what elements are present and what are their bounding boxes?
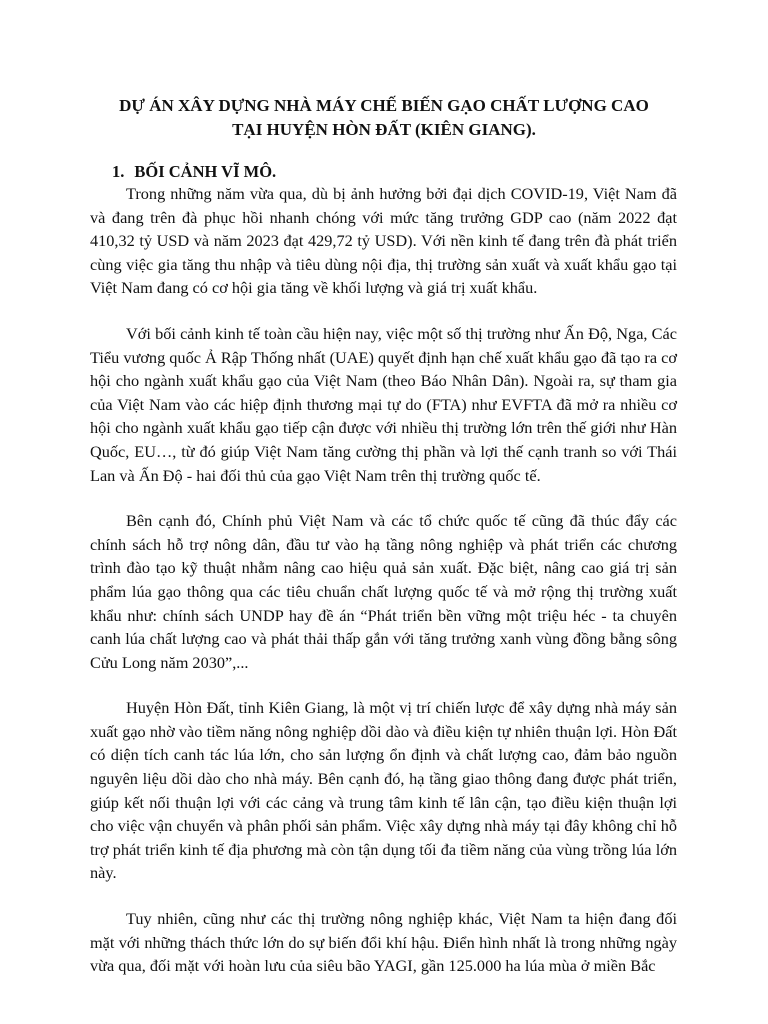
document-title-line-2: TẠI HUYỆN HÒN ĐẤT (KIÊN GIANG). xyxy=(232,120,536,139)
paragraph-5: Tuy nhiên, cũng như các thị trường nông nghiệp khác, Việt Nam ta hiện đang đối mặt với những thách thức lớn do sự biến đổi khí hậu. Điển hình nhất là trong những ngày vừa qua, đối mặt với hoàn lưu của siêu bão YAGI, gần 125.000 ha lúa mùa ở miền Bắc xyxy=(90,909,677,976)
section-number: 1. xyxy=(112,162,125,181)
paragraph-2: Với bối cảnh kinh tế toàn cầu hiện nay, việc một số thị trường như Ấn Độ, Nga, Các Tiểu vương quốc Ả Rập Thống nhất (UAE) quyết định hạn chế xuất khẩu gạo đã tạo ra cơ hội cho ngành xuất khẩu gạo của Việt Nam (theo Báo Nhân Dân). Ngoài ra, sự tham gia của Việt Nam vào các hiệp định thương mại tự do (FTA) như EVFTA đã mở ra nhiều cơ hội cho ngành xuất khẩu gạo tiếp cận được với nhiều thị trường lớn trên thế giới như Hàn Quốc, EU…, từ đó giúp Việt Nam tăng cường thị phần và lợi thế cạnh tranh so với Thái Lan và Ấn Độ - hai đối thủ của gạo Việt Nam trên thị trường quốc tế. xyxy=(90,323,677,485)
document-body xyxy=(90,182,677,1000)
document-title-line-1: DỰ ÁN XÂY DỰNG NHÀ MÁY CHẾ BIẾN GẠO CHẤT LƯỢNG CAO xyxy=(119,96,649,115)
document-title xyxy=(60,94,708,142)
paragraph-3: Bên cạnh đó, Chính phủ Việt Nam và các tổ chức quốc tế cũng đã thúc đẩy các chính sách hỗ trợ nông dân, đầu tư vào hạ tầng nông nghiệp và phát triển các chương trình đào tạo kỹ thuật nhằm nâng cao hiệu quả sản xuất. Đặc biệt, nâng cao giá trị sản phẩm lúa gạo thông qua các tiêu chuẩn chất lượng quốc tế và mở rộng thị trường xuất khẩu như: chính sách UNDP hay đề án “Phát triển bền vững một triệu héc - ta chuyên canh lúa chất lượng cao và phát thải thấp gắn với tăng trưởng xanh vùng đồng bằng sông Cửu Long năm 2030”,... xyxy=(90,511,677,672)
section-heading-text: BỐI CẢNH VĨ MÔ. xyxy=(134,162,277,181)
section-heading xyxy=(112,160,276,184)
paragraph-1: Trong những năm vừa qua, dù bị ảnh hưởng bởi đại dịch COVID-19, Việt Nam đã và đang trên đà phục hồi nhanh chóng với mức tăng trưởng GDP cao (năm 2022 đạt 410,32 tỷ USD và năm 2023 đạt 429,72 tỷ USD). Với nền kinh tế đang trên đà phát triển cùng việc gia tăng thu nhập và tiêu dùng nội địa, thị trường sản xuất và xuất khẩu gạo tại Việt Nam đang có cơ hội gia tăng về khối lượng và giá trị xuất khẩu. xyxy=(90,184,677,298)
paragraph-4: Huyện Hòn Đất, tỉnh Kiên Giang, là một vị trí chiến lược để xây dựng nhà máy sản xuất gạo nhờ vào tiềm năng nông nghiệp dồi dào và điều kiện tự nhiên thuận lợi. Hòn Đất có diện tích canh tác lúa lớn, cho sản lượng ổn định và chất lượng cao, đảm bảo nguồn nguyên liệu dồi dào cho nhà máy. Bên cạnh đó, hạ tầng giao thông đang được phát triển, giúp kết nối thuận lợi với các cảng và trung tâm kinh tế lân cận, tạo điều kiện thuận lợi cho việc vận chuyển và phân phối sản phẩm. Việc xây dựng nhà máy tại đây không chỉ hỗ trợ phát triển kinh tế địa phương mà còn tận dụng tối đa tiềm năng của vùng trồng lúa lớn này. xyxy=(90,698,677,883)
